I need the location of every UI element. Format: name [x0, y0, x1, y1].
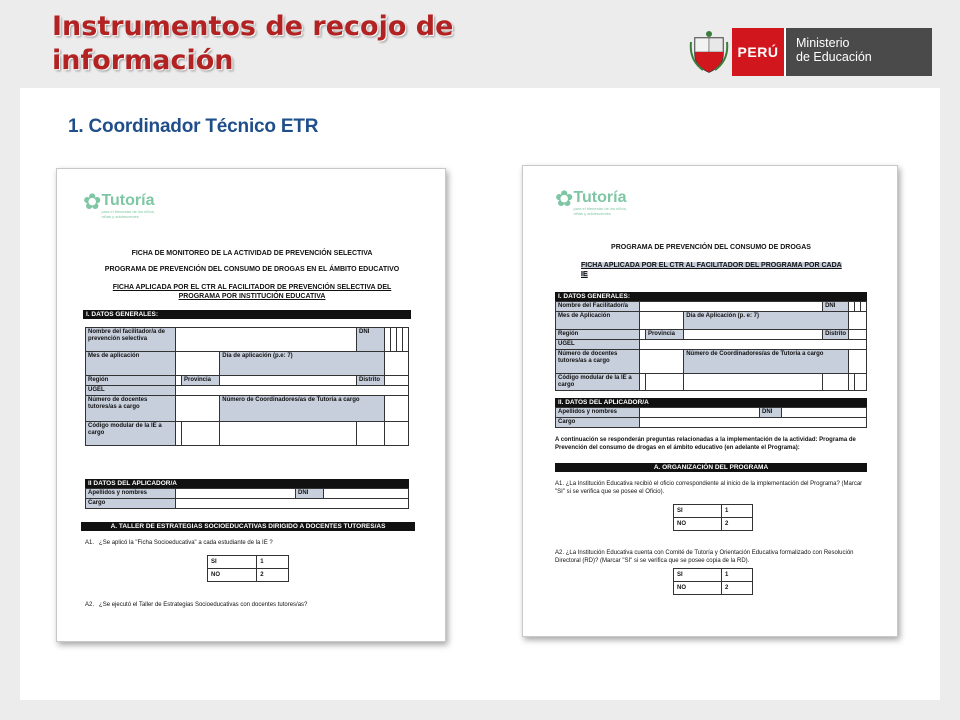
form-label: Día de Aplicación (p. e: 7) [684, 312, 849, 330]
form-field[interactable] [640, 302, 823, 312]
day-label: Día de aplicación (p.e: 7) [222, 353, 293, 359]
form-label: DNI [357, 328, 385, 352]
form-label: Apellidos y nombres [86, 489, 176, 499]
form-label: Código modular de la IE a cargo [86, 422, 176, 446]
form-label: Nombre del Facilitador/a [556, 302, 640, 312]
form-field[interactable] [385, 352, 409, 376]
form-label: Cargo [556, 418, 640, 428]
form-field[interactable] [220, 422, 357, 446]
form-field[interactable] [782, 408, 867, 418]
form-field[interactable] [176, 489, 296, 499]
doc-heading [581, 261, 843, 279]
doc-heading: FICHA APLICADA POR EL CTR AL FACILITADOR DE PREVENCIÓN SELECTIVA DEL [112, 284, 392, 291]
option-label: SI [674, 569, 722, 582]
slide-title-line1: Instrumentos de recojo de [52, 11, 454, 42]
form-field[interactable] [849, 312, 867, 330]
form-field[interactable] [176, 396, 220, 422]
document-left [56, 168, 446, 642]
form-field[interactable] [640, 312, 684, 330]
form-field[interactable] [385, 376, 409, 386]
form-field[interactable] [684, 374, 823, 391]
form-field[interactable] [176, 499, 409, 509]
question-a1 [555, 480, 869, 496]
doc-heading: PROGRAMA DE PREVENCIÓN DEL CONSUMO DE DROGAS EN EL ÁMBITO EDUCATIVO [104, 266, 400, 273]
form-label: Mes de aplicación [86, 352, 176, 376]
form-field[interactable] [861, 302, 867, 312]
form-field[interactable] [640, 350, 684, 374]
question-number: A2. [555, 550, 565, 556]
form-field[interactable] [176, 328, 357, 352]
option-code[interactable]: 1 [257, 556, 289, 569]
form-field[interactable] [849, 350, 867, 374]
form-field[interactable] [640, 418, 867, 428]
form-label: Nombre del facilitador/a de prevención selectiva [86, 328, 176, 352]
form-label: Número de Coordinadores/as de Tutoría a cargo [684, 350, 849, 374]
form-field[interactable] [357, 422, 385, 446]
doc-heading-text: FICHA APLICADA POR EL CTR AL FACILITADOR DEL PROGRAMA POR CADA IE [581, 262, 842, 278]
form-field[interactable] [855, 374, 867, 391]
form-field[interactable] [403, 328, 409, 352]
coat-of-arms-icon [686, 28, 732, 76]
question-number: A2. [85, 602, 95, 608]
tutoria-word: Tutoría [573, 189, 627, 206]
slide-title [52, 10, 512, 78]
form-label: DNI [296, 489, 324, 499]
question-number: A1. [555, 481, 565, 487]
ministry-logo [686, 28, 932, 76]
applicator-form [85, 488, 409, 509]
form-label: UGEL [556, 340, 640, 350]
form-field[interactable] [849, 330, 867, 340]
option-label: NO [208, 569, 257, 582]
general-data-form [85, 327, 409, 446]
question-a2 [555, 549, 869, 565]
form-label: DNI [823, 302, 849, 312]
form-field[interactable] [220, 376, 357, 386]
question-text: ¿La Institución Educativa recibió el oficio correspondiente al inicio de la implementación del Programa? (Marcar "SI" si se verifica que se posee el Oficio). [555, 481, 863, 495]
form-field[interactable] [324, 489, 409, 499]
document-right [522, 165, 898, 637]
option-code[interactable]: 2 [721, 582, 752, 595]
answer-table [673, 568, 753, 595]
form-label: Distrito [357, 376, 385, 386]
section-bar: II DATOS DEL APLICADOR/A [85, 479, 409, 488]
form-label: Provincia [181, 376, 219, 386]
form-label: Región [86, 376, 176, 386]
form-field[interactable] [176, 386, 409, 396]
form-label: UGEL [86, 386, 176, 396]
answer-table [207, 555, 289, 582]
form-label: Mes de Aplicación [556, 312, 640, 330]
form-field[interactable] [640, 408, 760, 418]
answer-table [673, 504, 753, 531]
form-label: Apellidos y nombres [556, 408, 640, 418]
ministry-line2: de Educación [796, 50, 872, 64]
doc-heading: FICHA DE MONITOREO DE LA ACTIVIDAD DE PREVENCIÓN SELECTIVA [131, 250, 373, 257]
option-code[interactable]: 1 [721, 505, 752, 518]
section-bar: II. DATOS DEL APLICADOR/A [555, 398, 867, 407]
form-label: Región [556, 330, 640, 340]
form-label: Número de docentes tutores/as a cargo [556, 350, 640, 374]
section-bar: A. ORGANIZACIÓN DEL PROGRAMA [555, 463, 867, 472]
tutoria-logo [555, 186, 633, 216]
slide-title-line2: información [52, 45, 234, 76]
form-label: Número de docentes tutores/as a cargo [86, 396, 176, 422]
ministry-line1: Ministerio [796, 36, 850, 50]
tutoria-tagline: para el bienestar de los niños, niñas y adolescentes [573, 206, 627, 216]
ministry-label [784, 28, 932, 76]
question-number: A1. [85, 540, 95, 546]
form-label: Número de Coordinadores/as de Tutoría a cargo [220, 396, 385, 422]
doc-heading: PROGRAMA DE PREVENCIÓN DEL CONSUMO DE DROGAS [611, 244, 811, 251]
form-field[interactable] [645, 374, 683, 391]
form-field[interactable] [640, 340, 867, 350]
form-label: Provincia [645, 330, 683, 340]
form-field[interactable] [385, 396, 409, 422]
option-label: NO [674, 518, 722, 531]
option-label: SI [674, 505, 722, 518]
tutoria-word: Tutoría [101, 192, 155, 209]
form-label: Código modular de la IE a cargo [556, 374, 640, 391]
form-field[interactable] [181, 422, 219, 446]
peru-label: PERÚ [732, 28, 784, 76]
tutoria-flower-icon: ✿ [555, 186, 574, 211]
question-text: ¿Se aplicó la "Ficha Socioeducativa" a cada estudiante de la IE ? [99, 540, 273, 546]
tutoria-flower-icon: ✿ [83, 189, 102, 214]
section-subtitle: 1. Coordinador Técnico ETR [68, 116, 319, 137]
option-code[interactable]: 2 [257, 569, 289, 582]
option-label: SI [208, 556, 257, 569]
form-field[interactable] [176, 352, 220, 376]
section-bar: A. TALLER DE ESTRATEGIAS SOCIOEDUCATIVAS DIRIGIDO A DOCENTES TUTORES/AS [81, 522, 415, 531]
section-bar: I. DATOS GENERALES: [83, 310, 411, 319]
form-field[interactable] [385, 422, 409, 446]
form-label: Distrito [823, 330, 849, 340]
form-label: DNI [760, 408, 782, 418]
doc-heading: PROGRAMA POR INSTITUCIÓN EDUCATIVA [178, 293, 326, 300]
question-a1 [85, 539, 425, 547]
form-label [220, 352, 385, 376]
form-field[interactable] [823, 374, 849, 391]
option-code[interactable]: 1 [721, 569, 752, 582]
option-code[interactable]: 2 [721, 518, 752, 531]
form-label: Cargo [86, 499, 176, 509]
question-a2 [85, 601, 425, 609]
tutoria-tagline: para el bienestar de los niños, niñas y adolescentes [101, 209, 155, 219]
applicator-form [555, 407, 867, 428]
general-data-form [555, 301, 867, 391]
intro-text: A continuación se responderán preguntas relacionadas a la implementación de la actividad: Programa de Prevención del consumo de drogas en el ámbito educativo (en adelante el Programa): [555, 437, 856, 451]
question-text: ¿La Institución Educativa cuenta con Comité de Tutoría y Orientación Educativa formalizado con Resolución Directoral (RD)? (Marcar "SI" si se verifica que se posee copia de la RD). [555, 550, 854, 564]
tutoria-logo [83, 189, 161, 219]
option-label: NO [674, 582, 722, 595]
question-text: ¿Se ejecutó el Taller de Estrategias Socioeducativas con docentes tutores/as? [99, 602, 308, 608]
form-field[interactable] [684, 330, 823, 340]
section-bar: I. DATOS GENERALES: [555, 292, 867, 301]
